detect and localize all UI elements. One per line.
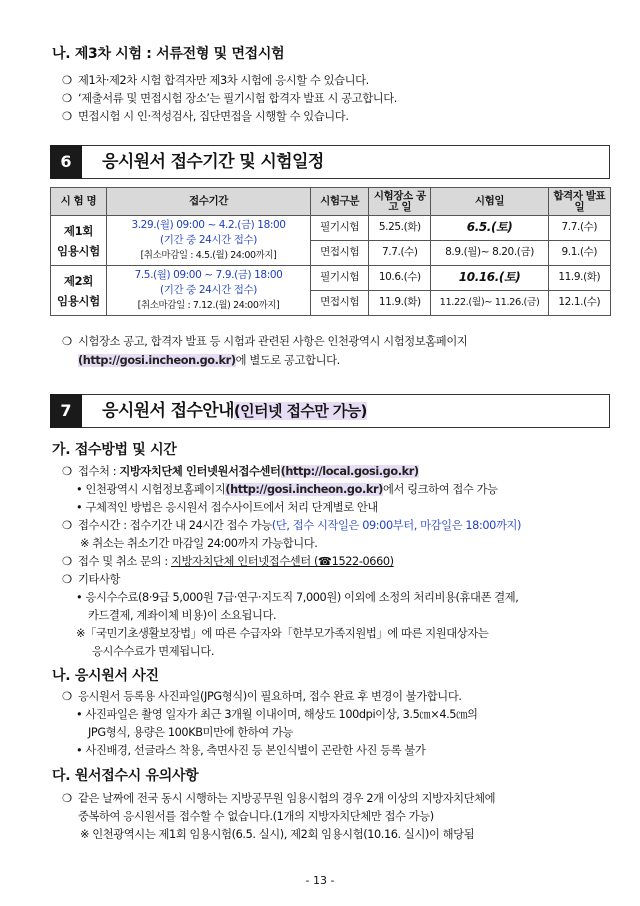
section-title: 응시원서 접수기간 및 시험일정 (102, 151, 324, 172)
page-number: - 13 - (305, 874, 335, 887)
exemption-note-cont: 응시수수료가 면제됩니다. (92, 645, 215, 658)
period-cell: 3.29.(월) 09:00 ~ 4.2.(금) 18:00 (기간 중 24시간 접수) [취소마감일 : 4.5.(월) 24:00까지] (106, 216, 310, 266)
column-header: 시험구분 (311, 188, 369, 216)
period-cell: 7.5.(월) 09:00 ~ 7.9.(금) 18:00 (기간 중 24시간 접수) [취소마감일 : 7.12.(월) 24:00까지] (106, 266, 310, 316)
column-header: 접수기간 (106, 188, 310, 216)
gosi-incheon-link[interactable]: (http://gosi.incheon.go.kr) (78, 354, 236, 367)
place-item: ❍ 접수처 : 지방자치단체 인터넷원서접수센터(http://local.gosi.go.kr) (62, 465, 419, 478)
circle-bullet-icon: ❍ (62, 74, 72, 87)
caution-item-cont: 중복하여 응시원서를 접수할 수 없습니다.(1개의 지방자치단체만 접수 가능) (78, 810, 434, 823)
third-exam-item: ❍ ‘제출서류 및 면접시험 장소’는 필기시험 합격자 발표 시 공고합니다. (62, 92, 397, 105)
notice-date-cell: 11.9.(화) (369, 291, 431, 316)
exam-date-cell: 10.16.(토) (431, 266, 548, 291)
column-header: 시험장소 공 고 일 (369, 188, 431, 216)
exam-type-cell: 필기시험 (311, 266, 369, 291)
exam-date-cell: 6.5.(토) (431, 216, 548, 241)
result-date-cell: 11.9.(화) (548, 266, 610, 291)
schedule-notice: ❍ 시험장소 공고, 합격자 발표 등 시험과 관련된 사항은 인천광역시 시험정보홈페이지 (http://gosi.incheon.go.kr)에 별도로 공고합니다. (62, 332, 610, 370)
result-date-cell: 12.1.(수) (548, 291, 610, 316)
third-exam-item: ❍ 면접시험 시 인·적성검사, 집단면접을 시행할 수 있습니다. (62, 110, 349, 123)
gosi-incheon-link[interactable]: (http://gosi.incheon.go.kr) (225, 483, 383, 496)
column-header: 합격자 발표일 (548, 188, 610, 216)
photo-bullet: • 사진파일은 촬영 일자가 최근 3개월 이내이며, 해상도 100dpi이상, 3.5㎝×4.5㎝의 (76, 708, 478, 721)
exam-type-cell: 면접시험 (311, 241, 369, 266)
exemption-note: ※「국민기초생활보장법」에 따른 수급자와「한부모가족지원법」에 따른 지원대상자는 (76, 627, 489, 640)
exam-date-cell: 8.9.(월)~ 8.20.(금) (431, 241, 548, 266)
third-exam-item: ❍ 제1차·제2차 시험 합격자만 제3차 시험에 응시할 수 있습니다. (62, 74, 369, 87)
caution-note: ※ 인천광역시는 제1회 임용시험(6.5. 실시), 제2회 임용시험(10.16. 실시)이 해당됨 (80, 828, 475, 841)
exam-schedule-table (50, 187, 611, 316)
table-row (51, 216, 611, 241)
exam-date-cell: 11.22.(월)~ 11.26.(금) (431, 291, 548, 316)
fee-bullet-cont: 카드결제, 계좌이체 비용)이 소요됩니다. (88, 609, 277, 622)
notice-date-cell: 7.7.(수) (369, 241, 431, 266)
circle-bullet-icon: ❍ (62, 465, 72, 478)
local-gosi-link[interactable]: (http://local.gosi.go.kr) (280, 465, 419, 478)
result-date-cell: 7.7.(수) (548, 216, 610, 241)
fee-bullet: • 응시수수료(8·9급 5,000원 7급·연구·지도직 7,000원) 이외에 소정의 처리비용(휴대폰 결제, (76, 591, 519, 604)
photo-item: ❍ 응시원서 등록용 사진파일(JPG형식)이 필요하며, 접수 완료 후 변경이 불가합니다. (62, 690, 462, 703)
circle-bullet-icon: ❍ (62, 690, 72, 703)
table-row (51, 266, 611, 291)
cancel-note: ※ 취소는 취소기간 마감일 24:00까지 가능합니다. (80, 537, 318, 550)
circle-bullet-icon: ❍ (62, 110, 72, 123)
heading-cautions: 다. 원서접수시 유의사항 (52, 768, 199, 784)
section-7-bar (50, 394, 610, 428)
section-6-bar (50, 145, 610, 179)
photo-bullet: • 사진배경, 선글라스 착용, 측면사진 등 본인식별이 곤란한 사진 등록 불가 (76, 744, 426, 757)
heading-method-time: 가. 접수방법 및 시간 (52, 442, 177, 458)
section-heading-third-exam: 나. 제3차 시험 : 서류전형 및 면접시험 (52, 46, 285, 62)
exam-type-cell: 필기시험 (311, 216, 369, 241)
circle-bullet-icon: ❍ (62, 573, 72, 586)
photo-bullet-cont: JPG형식, 용량은 100KB미만에 한하여 가능 (88, 726, 294, 739)
heading-photo: 나. 응시원서 사진 (52, 668, 159, 684)
exam-type-cell: 면접시험 (311, 291, 369, 316)
caution-item: ❍ 같은 날짜에 전국 동시 시행하는 지방공무원 임용시험의 경우 2개 이상의 지방자치단체에 (62, 792, 496, 805)
circle-bullet-icon: ❍ (62, 92, 72, 105)
etc-item: ❍ 기타사항 (62, 573, 121, 586)
circle-bullet-icon: ❍ (62, 555, 72, 568)
round-name-cell: 제1회 임용시험 (51, 216, 107, 266)
table-header-row (51, 188, 611, 216)
column-header: 시험일 (431, 188, 548, 216)
section-number: 6 (50, 145, 82, 179)
section-title: 응시원서 접수안내(인터넷 접수만 가능) (102, 400, 367, 421)
inquiry-item: ❍ 접수 및 취소 문의 : 지방자치단체 인터넷접수센터 (☎1522-0660) (62, 555, 394, 568)
link-bullet: • 인천광역시 시험정보홈페이지(http://gosi.incheon.go.kr)에서 링크하여 접수 가능 (76, 483, 498, 496)
round-name-cell: 제2회 임용시험 (51, 266, 107, 316)
method-bullet: • 구체적인 방법은 응시원서 접수사이트에서 처리 단계별로 안내 (76, 501, 378, 514)
column-header: 시 험 명 (51, 188, 107, 216)
circle-bullet-icon: ❍ (62, 519, 72, 532)
time-item: ❍ 접수시간 : 접수기간 내 24시간 접수 가능(단, 접수 시작일은 09:00부터, 마감일은 18:00까지) (62, 519, 521, 532)
notice-date-cell: 10.6.(수) (369, 266, 431, 291)
result-date-cell: 9.1.(수) (548, 241, 610, 266)
section-number: 7 (50, 394, 82, 428)
notice-date-cell: 5.25.(화) (369, 216, 431, 241)
circle-bullet-icon: ❍ (62, 335, 72, 348)
circle-bullet-icon: ❍ (62, 792, 72, 805)
